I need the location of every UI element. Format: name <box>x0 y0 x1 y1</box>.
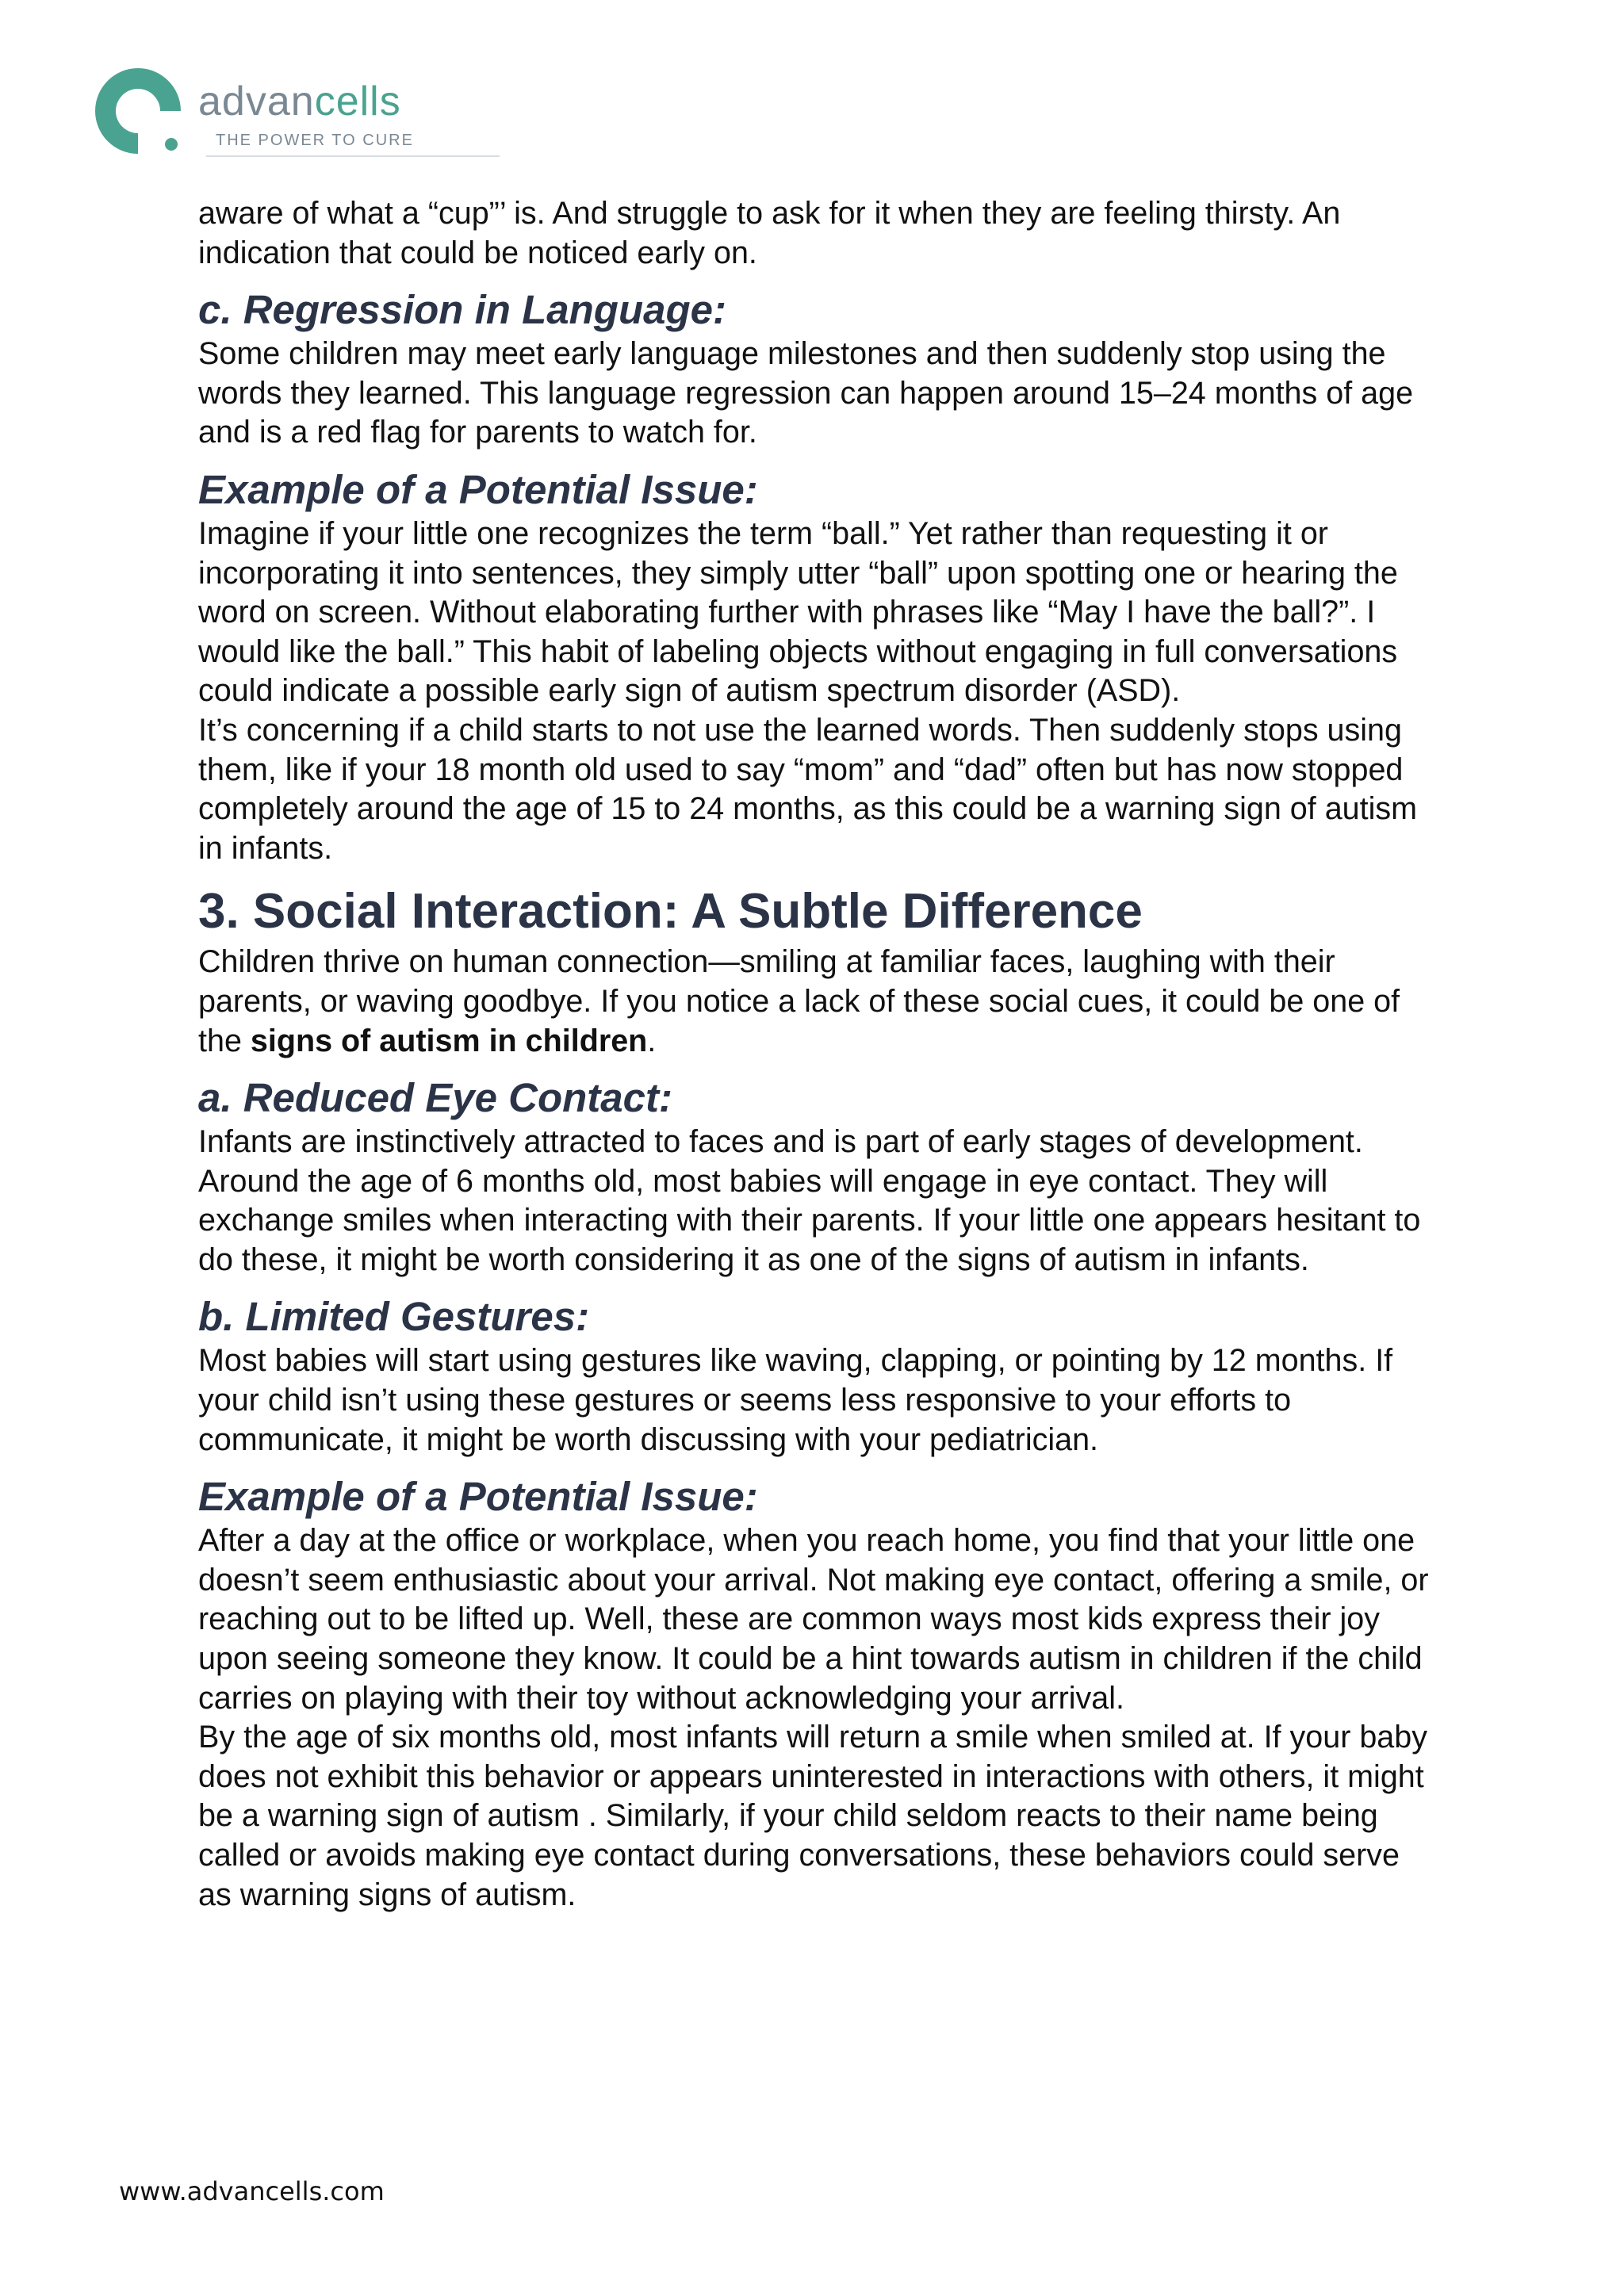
eye-contact-paragraph: Infants are instinctively attracted to faces and is part of early stages of development. Around the age of 6 months old, most babies will engage in eye contact. They will exchange smiles when interacting with their parents. If your little one appears hesitant to do these, it might be worth considering it as one of the signs of autism in infants. <box>198 1124 1421 1277</box>
tagline-rule <box>206 155 500 157</box>
social-heading: 3. Social Interaction: A Subtle Difference <box>198 884 1143 939</box>
example2-paragraph-1: After a day at the office or workplace, when you reach home, you find that your little one doesn’t seem enthusiastic about your arrival. Not making eye contact, offering a smile, or reaching out to be lifted up. Well, these are common ways most kids express their joy upon seeing someone they know. It could be a hint towards autism in children if the child carries on playing with their toy without acknowledging your arrival. <box>198 1523 1429 1716</box>
social-paragraph: Children thrive on human connection—smiling at familiar faces, laughing with their parents, or waving goodbye. If you notice a lack of these social cues, it could be one of the signs of autism in children. <box>198 944 1400 1058</box>
footer-url[interactable]: www.advancells.com <box>119 2176 385 2206</box>
gestures-heading: b. Limited Gestures: <box>198 1294 590 1340</box>
intro-paragraph: aware of what a “cup”’ is. And struggle to ask for it when they are feeling thirsty. An indication that could be noticed early on. <box>198 196 1341 270</box>
tagline: THE POWER TO CURE <box>216 132 414 149</box>
social-bold-phrase: signs of autism in children <box>250 1023 648 1058</box>
regression-heading: c. Regression in Language: <box>198 287 726 333</box>
eye-contact-heading: a. Reduced Eye Contact: <box>198 1075 672 1121</box>
document-body <box>198 194 1435 1927</box>
example2-paragraph-2: By the age of six months old, most infants will return a smile when smiled at. If your baby does not exhibit this behavior or appears uninterested in interactions with others, it might be a warning sign of autism . Similarly, if your child seldom reacts to their name being called or avoids making eye contact during conversations, these behaviors could serve as warning signs of autism. <box>198 1720 1427 1912</box>
example1-heading: Example of a Potential Issue: <box>198 466 758 512</box>
logo-ring-icon <box>89 62 192 165</box>
advancells-logo <box>89 62 422 165</box>
example1-paragraph-1: Imagine if your little one recognizes the term “ball.” Yet rather than requesting it or incorporating it into sentences, they simply utter “ball” upon spotting one or hearing the word on screen. Without elaborating further with phrases like “May I have the ball?”. I would like the ball.” This habit of labeling objects without engaging in full conversations could indicate a possible early sign of autism spectrum disorder (ASD). <box>198 515 1398 709</box>
example1-paragraph-2: It’s concerning if a child starts to not use the learned words. Then suddenly stops using them, like if your 18 month old used to say “mom” and “dad” often but has now stopped completely around the age of 15 to 24 months, as this could be a warning sign of autism in infants. <box>198 712 1418 866</box>
gestures-paragraph: Most babies will start using gestures like waving, clapping, or pointing by 12 months. If your child isn’t using these gestures or seems less responsive to your efforts to communicate, it might be worth discussing with your pediatrician. <box>198 1343 1393 1457</box>
brand-name: advancells <box>198 78 401 124</box>
example2-heading: Example of a Potential Issue: <box>198 1474 758 1520</box>
regression-paragraph: Some children may meet early language milestones and then suddenly stop using the words they learned. This language regression can happen around 15–24 months of age and is a red flag for parents to watch for. <box>198 336 1414 450</box>
